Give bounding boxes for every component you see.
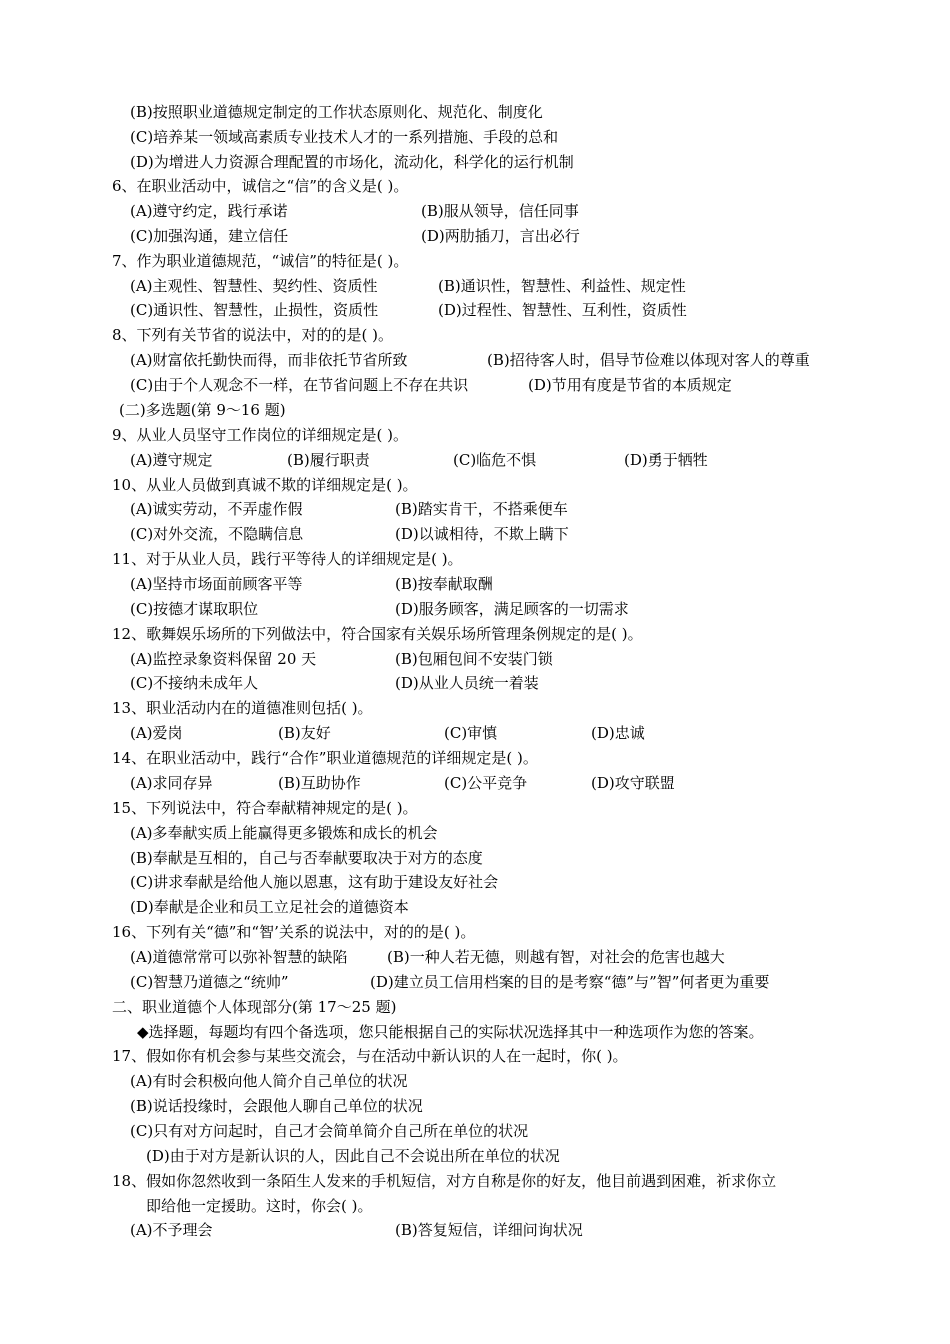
text-segment: 14、在职业活动中，践行“合作”职业道德规范的详细规定是( )。 [112, 749, 538, 767]
line-options [0, 721, 950, 746]
line-options [0, 970, 950, 995]
text-segment: (C)公平竞争 [444, 774, 528, 792]
line-option [0, 1144, 950, 1169]
section-heading [0, 995, 950, 1020]
text-segment: (A)遵守规定 [130, 451, 213, 469]
text-segment: (A)坚持市场面前顾客平等 [130, 575, 303, 593]
text-segment: (A)监控录象资料保留 20 天 [130, 650, 317, 668]
text-segment: (C)按德才谋取职位 [130, 600, 259, 618]
text-segment: (B)通识性，智慧性、利益性、规定性 [438, 277, 686, 295]
question-13 [0, 696, 950, 721]
text-segment: (B)包厢包间不安装门锁 [395, 650, 553, 668]
text-segment: (B)招待客人时，倡导节俭难以体现对客人的尊重 [487, 351, 810, 369]
text-segment: (B)答复短信，详细问询状况 [395, 1221, 583, 1239]
text-segment: 8、下列有关节省的说法中，对的的是( )。 [112, 326, 394, 344]
text-segment: (A)主观性、智慧性、契约性、资质性 [130, 277, 378, 295]
line-option [0, 100, 950, 125]
question-8 [0, 323, 950, 348]
text-segment: (D)节用有度是节省的本质规定 [528, 376, 732, 394]
text-segment: (二)多选题(第 9～16 题) [119, 401, 286, 419]
question-9 [0, 423, 950, 448]
line-options [0, 597, 950, 622]
text-segment: (B)说话投缘时，会跟他人聊自己单位的状况 [130, 1097, 423, 1115]
line-option [0, 870, 950, 895]
text-segment: (A)多奉献实质上能赢得更多锻炼和成长的机会 [130, 824, 438, 842]
text-segment: 12、歌舞娱乐场所的下列做法中，符合国家有关娱乐场所管理条例规定的是( )。 [112, 625, 643, 643]
text-segment: (D)服务顾客，满足顾客的一切需求 [395, 600, 629, 618]
question-18 [0, 1169, 950, 1194]
text-segment: (C)由于个人观念不一样，在节省问题上不存在共识 [130, 376, 469, 394]
line-options [0, 572, 950, 597]
text-segment: (D)为增进人力资源合理配置的市场化，流动化，科学化的运行机制 [130, 153, 574, 171]
text-segment: (D)从业人员统一着装 [395, 674, 539, 692]
text-segment: (D)建立员工信用档案的目的是考察“德”与”智”何者更为重要 [370, 973, 770, 991]
question-10 [0, 473, 950, 498]
section-heading [0, 398, 950, 423]
line-option [0, 1119, 950, 1144]
line-options [0, 274, 950, 299]
line-option [0, 125, 950, 150]
text-segment: (A)诚实劳动，不弄虚作假 [130, 500, 303, 518]
line-options [0, 647, 950, 672]
text-segment: (A)有时会积极向他人简介自己单位的状况 [130, 1072, 408, 1090]
text-segment: (C)只有对方问起时，自己才会简单简介自己所在单位的状况 [130, 1122, 529, 1140]
line-options [0, 497, 950, 522]
text-segment: 16、下列有关“德”和“智’关系的说法中，对的的是( )。 [112, 923, 476, 941]
text-segment: (B)服从领导，信任同事 [421, 202, 579, 220]
text-segment: (C)智慧乃道德之“统帅” [130, 973, 289, 991]
text-segment: 13、职业活动内在的道德准则包括( )。 [112, 699, 373, 717]
text-segment: 11、对于从业人员，践行平等待人的详细规定是( )。 [112, 550, 463, 568]
text-segment: (D)勇于牺牲 [624, 451, 708, 469]
question-16 [0, 920, 950, 945]
text-segment: (D)两肋插刀，言出必行 [421, 227, 580, 245]
text-segment: 17、假如你有机会参与某些交流会，与在活动中新认识的人在一起时，你( )。 [112, 1047, 628, 1065]
line-options [0, 298, 950, 323]
text-segment: (C)不接纳未成年人 [130, 674, 259, 692]
text-segment: 10、从业人员做到真诚不欺的详细规定是( )。 [112, 476, 418, 494]
text-segment: 6、在职业活动中，诚信之“信”的含义是( )。 [112, 177, 409, 195]
line-option [0, 846, 950, 871]
line-options [0, 348, 950, 373]
text-segment: (B)友好 [278, 724, 331, 742]
line-options [0, 199, 950, 224]
line-options [0, 448, 950, 473]
question-7 [0, 249, 950, 274]
text-segment: (C)加强沟通，建立信任 [130, 227, 289, 245]
text-segment: (C)讲求奉献是给他人施以恩惠，这有助于建设友好社会 [130, 873, 499, 891]
text-segment: (A)不予理会 [130, 1221, 213, 1239]
text-segment: (B)按奉献取酬 [395, 575, 493, 593]
question-15 [0, 796, 950, 821]
question-12 [0, 622, 950, 647]
text-segment: 7、作为职业道德规范，“诚信”的特征是( )。 [112, 252, 409, 270]
text-segment: (C)通识性、智慧性，止损性，资质性 [130, 301, 379, 319]
line-options [0, 945, 950, 970]
line-options [0, 771, 950, 796]
text-segment: ◆选择题，每题均有四个备选项，您只能根据自己的实际状况选择其中一种选项作为您的答案。 [137, 1023, 764, 1041]
text-segment: (D)过程性、智慧性、互利性，资质性 [438, 301, 687, 319]
text-segment: 即给他一定援助。这时，你会( )。 [146, 1197, 373, 1215]
question-14 [0, 746, 950, 771]
text-segment: (B)履行职责 [287, 451, 370, 469]
line-options [0, 1218, 950, 1243]
text-segment: (C)审慎 [444, 724, 498, 742]
text-segment: (C)临危不惧 [453, 451, 537, 469]
text-segment: (B)一种人若无德，则越有智，对社会的危害也越大 [387, 948, 725, 966]
line-option [0, 821, 950, 846]
text-segment: (D)奉献是企业和员工立足社会的道德资本 [130, 898, 409, 916]
line-option [0, 1094, 950, 1119]
text-segment: 9、从业人员坚守工作岗位的详细规定是( )。 [112, 426, 409, 444]
text-segment: 15、下列说法中，符合奉献精神规定的是( )。 [112, 799, 418, 817]
line-options [0, 522, 950, 547]
text-segment: (A)遵守约定，践行承诺 [130, 202, 288, 220]
question-11 [0, 547, 950, 572]
line-options [0, 224, 950, 249]
text-segment: (A)道德常常可以弥补智慧的缺陷 [130, 948, 348, 966]
instruction-line [0, 1020, 950, 1045]
text-segment: (B)按照职业道德规定制定的工作状态原则化、规范化、制度化 [130, 103, 543, 121]
line-options [0, 373, 950, 398]
line-option [0, 1069, 950, 1094]
text-segment: (B)踏实肯干，不搭乘便车 [395, 500, 568, 518]
text-segment: (B)奉献是互相的，自己与否奉献要取决于对方的态度 [130, 849, 483, 867]
text-segment: (D)以诚相待，不欺上瞒下 [395, 525, 569, 543]
text-segment: 二、职业道德个人体现部分(第 17～25 题) [112, 998, 397, 1016]
text-segment: (C)培养某一领域高素质专业技术人才的一系列措施、手段的总和 [130, 128, 559, 146]
text-segment: (D)攻守联盟 [591, 774, 675, 792]
line-option [0, 150, 950, 175]
text-segment: (D)忠诚 [591, 724, 645, 742]
question-6 [0, 174, 950, 199]
question-18-continued [0, 1194, 950, 1219]
question-17 [0, 1044, 950, 1069]
text-segment: (C)对外交流，不隐瞒信息 [130, 525, 304, 543]
text-segment: (A)爱岗 [130, 724, 183, 742]
text-segment: (B)互助协作 [278, 774, 361, 792]
line-options [0, 671, 950, 696]
text-segment: (D)由于对方是新认识的人，因此自己不会说出所在单位的状况 [146, 1147, 560, 1165]
line-option [0, 895, 950, 920]
text-segment: (A)财富依托勤快而得，而非依托节省所致 [130, 351, 408, 369]
text-segment: (A)求同存异 [130, 774, 213, 792]
text-segment: 18、假如你忽然收到一条陌生人发来的手机短信，对方自称是你的好友，他目前遇到困难，祈求你立 [112, 1172, 777, 1190]
